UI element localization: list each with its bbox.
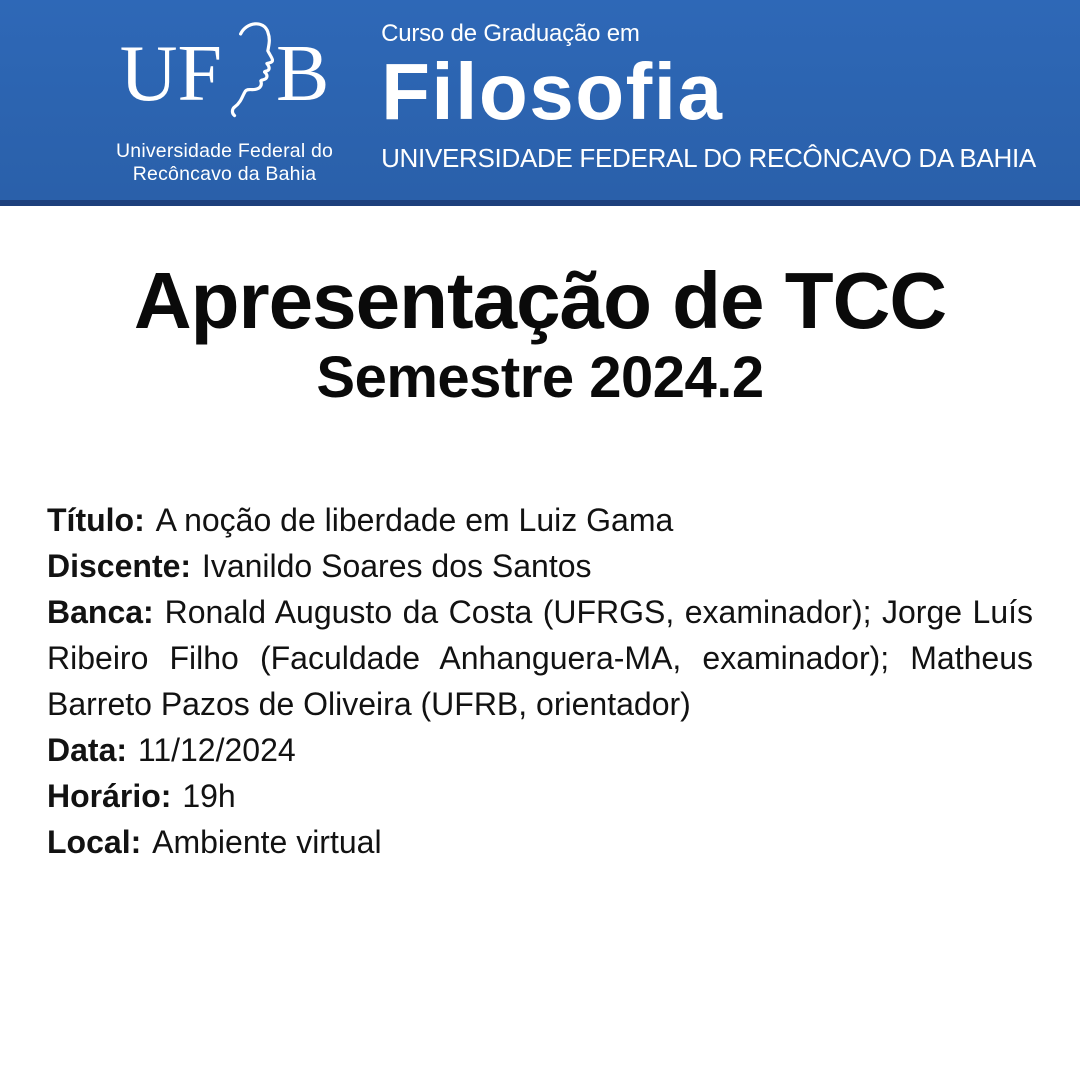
details-section	[47, 497, 1033, 865]
course-name: Filosofia	[381, 46, 724, 136]
face-profile-icon	[226, 18, 274, 140]
logo-university-line2: Recôncavo da Bahia	[132, 163, 317, 185]
logo-letters-uf: UF	[119, 30, 222, 119]
ufrb-logo-acronym	[120, 18, 330, 140]
detail-label: Banca:	[47, 594, 154, 631]
poster-body	[0, 258, 1080, 865]
detail-value: Ronald Augusto da Costa (UFRGS, examinador); Jorge Luís Ribeiro Filho (Faculdade Anhanguera-MA, examinador); Matheus Barreto Pazos de Oliveira (UFRB, orientador)	[47, 594, 1033, 723]
logo-letters-b: B	[275, 30, 330, 119]
detail-value: Ambiente virtual	[152, 824, 382, 861]
detail-data	[47, 727, 1033, 773]
detail-banca	[47, 589, 1033, 727]
detail-value: 11/12/2024	[137, 732, 296, 769]
course-university: UNIVERSIDADE FEDERAL DO RECÔNCAVO DA BAHIA	[381, 143, 1036, 174]
logo-university-line1: Universidade Federal do	[116, 140, 334, 163]
detail-label: Título:	[47, 502, 145, 539]
detail-label: Discente:	[47, 548, 192, 585]
detail-label: Horário:	[47, 778, 172, 815]
detail-label: Data:	[47, 732, 128, 769]
detail-value: Ivanildo Soares dos Santos	[201, 548, 592, 585]
detail-local	[47, 819, 1033, 865]
detail-titulo	[47, 497, 1033, 543]
page-title: Apresentação de TCC	[133, 256, 947, 345]
detail-horario	[47, 773, 1033, 819]
ufrb-logo	[116, 18, 333, 185]
detail-value: A noção de liberdade em Luiz Gama	[155, 502, 674, 539]
detail-label: Local:	[47, 824, 142, 861]
course-block	[381, 20, 1036, 174]
course-kicker: Curso de Graduação em	[381, 19, 640, 47]
page-subtitle: Semestre 2024.2	[316, 345, 764, 411]
detail-value: 19h	[182, 778, 236, 815]
detail-discente	[47, 543, 1033, 589]
header-banner	[0, 0, 1080, 206]
